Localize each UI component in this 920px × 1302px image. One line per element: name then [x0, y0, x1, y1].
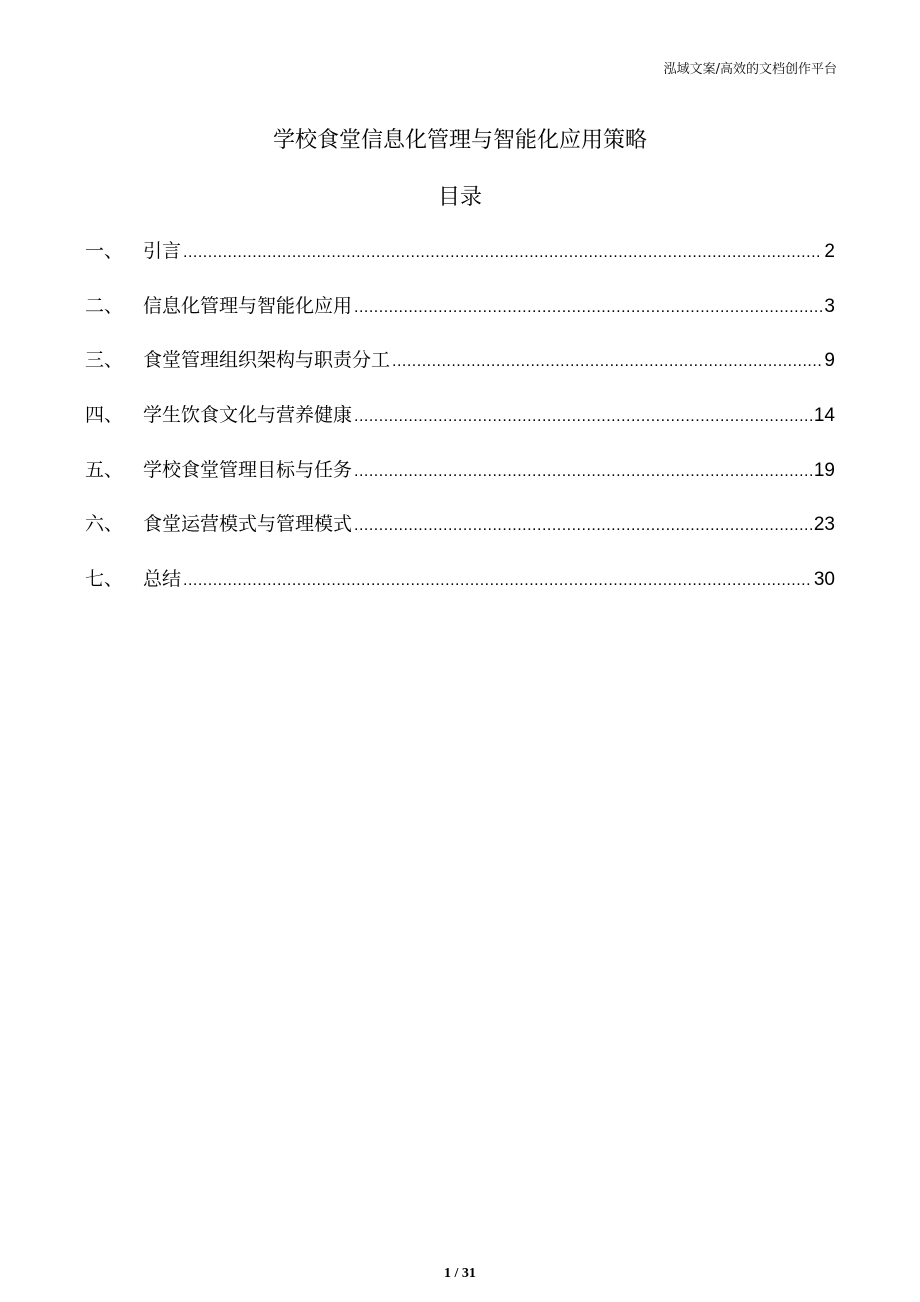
toc-leader [392, 353, 822, 371]
toc-label: 总结 [143, 568, 182, 591]
toc-number: 二、 [85, 294, 124, 317]
toc-label: 引言 [143, 240, 182, 262]
page-indicator: 1 / 31 [444, 1266, 476, 1281]
toc-page: 23 [813, 514, 835, 536]
toc-leader [183, 572, 812, 590]
toc-number: 四、 [85, 404, 124, 427]
toc-leader [183, 244, 822, 262]
toc-leader [354, 299, 822, 317]
toc-leader [354, 463, 812, 481]
toc-label: 信息化管理与智能化应用 [143, 294, 353, 317]
toc-label: 食堂管理组织架构与职责分工 [143, 349, 391, 372]
toc-label: 学校食堂管理目标与任务 [143, 458, 353, 481]
toc-leader [354, 517, 812, 535]
toc-number: 六、 [85, 513, 124, 536]
toc-entry[interactable] [85, 564, 835, 619]
toc-entry[interactable] [85, 345, 835, 400]
toc-entry[interactable] [85, 236, 835, 291]
page-header: 泓域文案/高效的文档创作平台 [663, 62, 837, 77]
table-of-contents [85, 236, 835, 619]
toc-page: 19 [813, 459, 835, 481]
toc-page: 2 [824, 241, 835, 262]
toc-number: 三、 [85, 349, 124, 372]
toc-heading: 目录 [437, 185, 482, 210]
toc-page: 9 [824, 350, 835, 372]
toc-page: 3 [824, 295, 835, 317]
toc-number: 七、 [85, 568, 124, 591]
toc-entry[interactable] [85, 291, 835, 346]
toc-page: 14 [813, 405, 835, 427]
toc-number: 五、 [85, 458, 124, 481]
document-title: 学校食堂信息化管理与智能化应用策略 [272, 128, 647, 153]
toc-number: 一、 [85, 240, 124, 262]
toc-label: 学生饮食文化与营养健康 [143, 404, 353, 427]
toc-label: 食堂运营模式与管理模式 [143, 513, 353, 536]
toc-page: 30 [813, 569, 835, 591]
toc-entry[interactable] [85, 400, 835, 455]
toc-leader [354, 408, 812, 426]
toc-entry[interactable] [85, 509, 835, 564]
toc-entry[interactable] [85, 455, 835, 510]
